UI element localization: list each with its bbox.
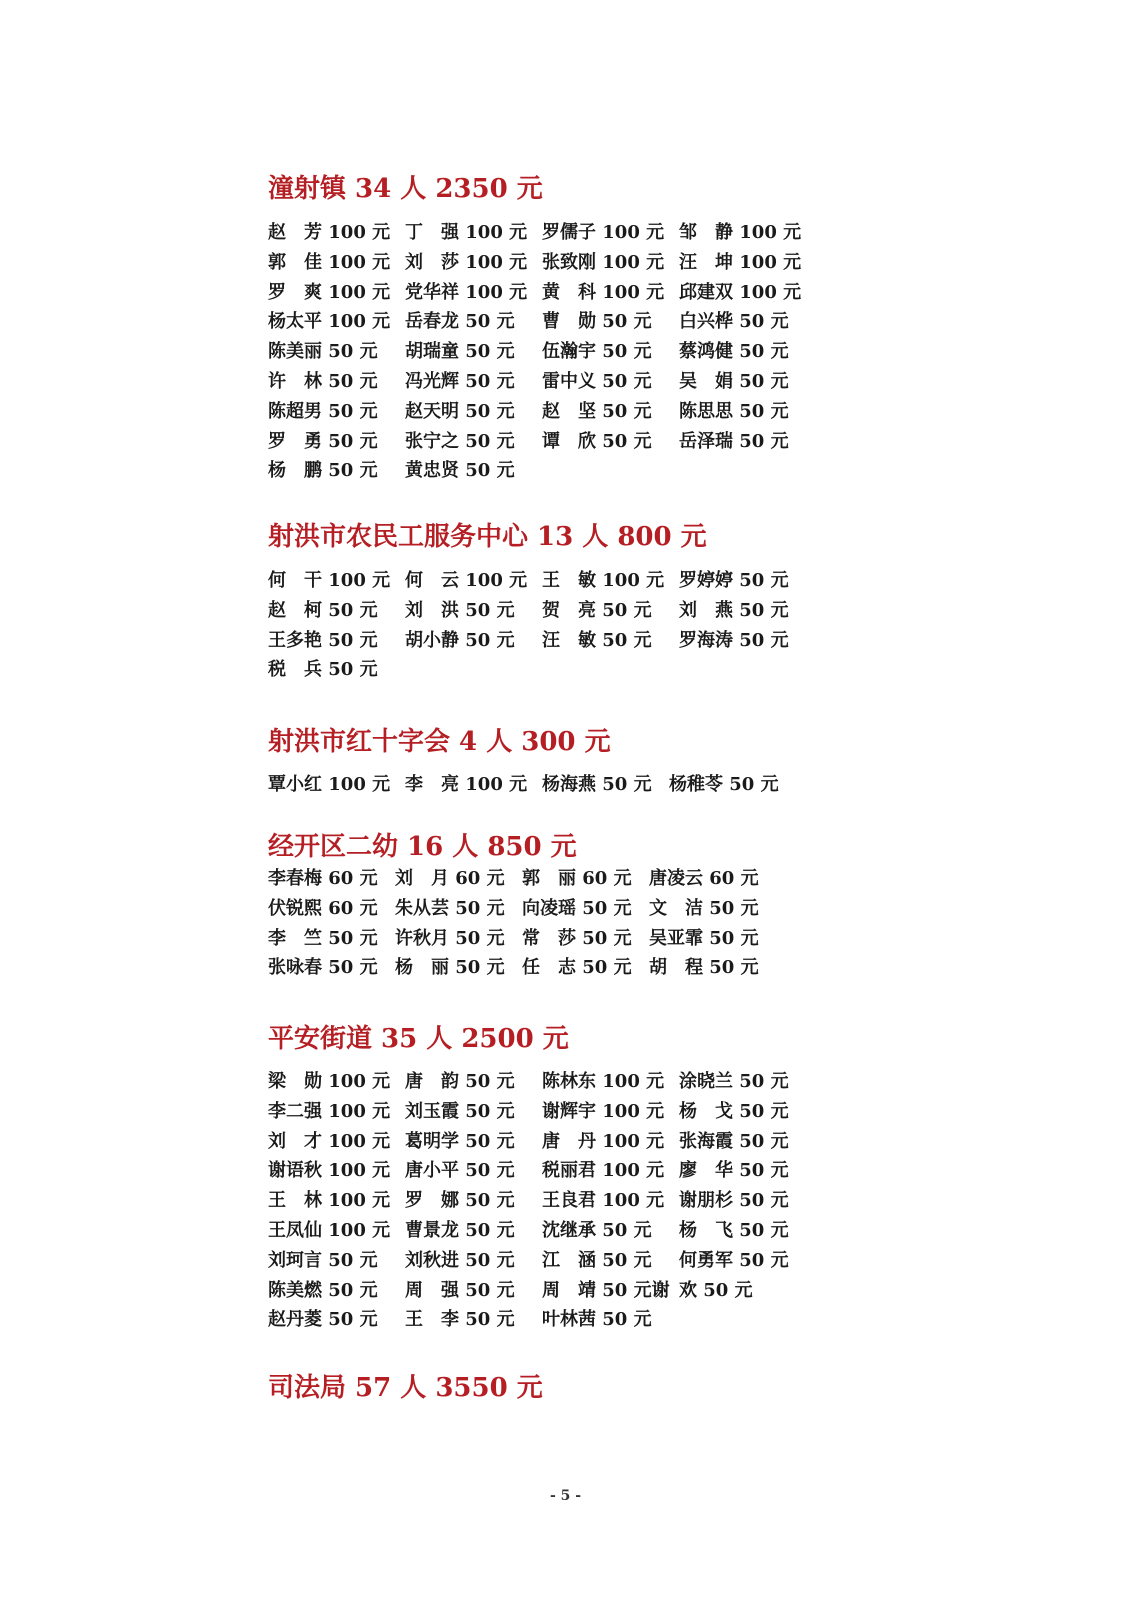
donor-entry: 赵 坚 50 元 <box>542 400 652 422</box>
donor-entry: 廖 华 50 元 <box>679 1160 789 1182</box>
donor-entry: 沈继承 50 元 <box>542 1219 652 1241</box>
donor-entry: 陈林东 100 元 <box>542 1071 665 1092</box>
donor-entry: 胡 程 50 元 <box>649 957 759 979</box>
donor-entry: 郭 丽 60 元 <box>522 868 632 889</box>
donor-row <box>268 870 848 900</box>
donor-entry: 税丽君 100 元 <box>542 1160 665 1182</box>
donor-entry: 周 强 50 元 <box>405 1279 515 1301</box>
donor-grid <box>268 224 848 492</box>
donor-entry: 胡瑞童 50 元 <box>405 341 515 363</box>
donor-entry: 杨 戈 50 元 <box>679 1100 789 1122</box>
donor-entry: 唐小平 50 元 <box>405 1160 515 1182</box>
donor-entry: 谢辉宇 100 元 <box>542 1100 665 1122</box>
donor-entry: 税 兵 50 元 <box>268 659 378 681</box>
donor-entry: 罗婷婷 50 元 <box>679 570 789 591</box>
donor-row <box>268 661 848 691</box>
donor-entry: 陈思思 50 元 <box>679 400 789 422</box>
donor-entry: 冯光辉 50 元 <box>405 370 515 392</box>
donor-row <box>268 224 848 254</box>
donor-row <box>268 1219 848 1252</box>
donor-entry: 周 靖 50 元谢 <box>542 1279 670 1301</box>
donor-row <box>268 462 848 492</box>
donor-entry: 吴 娟 50 元 <box>679 370 789 392</box>
donor-entry: 杨稚苓 50 元 <box>669 774 779 795</box>
donor-entry: 丁 强 100 元 <box>405 222 528 243</box>
donor-entry: 李 竺 50 元 <box>268 927 378 949</box>
donor-entry: 陈超男 50 元 <box>268 400 378 422</box>
section-title: 平安街道 35 人 2500 元 <box>268 1024 569 1054</box>
donor-entry: 许 林 50 元 <box>268 370 378 392</box>
donor-grid <box>268 1073 848 1341</box>
donor-row <box>268 599 848 632</box>
donor-entry: 贺 亮 50 元 <box>542 599 652 621</box>
donor-entry: 赵 柯 50 元 <box>268 599 378 621</box>
donor-entry: 张致刚 100 元 <box>542 251 665 273</box>
donor-entry: 邹 静 100 元 <box>679 222 802 243</box>
donor-entry: 刘 洪 50 元 <box>405 599 515 621</box>
donor-entry: 何 干 100 元 <box>268 570 391 591</box>
section-title: 经开区二幼 16 人 850 元 <box>268 832 577 862</box>
donor-entry: 黄 科 100 元 <box>542 281 665 303</box>
donor-row <box>268 572 848 602</box>
donor-row <box>268 959 848 989</box>
donor-row <box>268 1100 848 1133</box>
donor-entry: 向凌瑶 50 元 <box>522 897 632 919</box>
donor-entry: 杨太平 100 元 <box>268 311 391 333</box>
donor-entry: 罗 勇 50 元 <box>268 430 378 452</box>
donor-entry: 伏锐熙 60 元 <box>268 897 378 919</box>
section-title: 潼射镇 34 人 2350 元 <box>268 174 543 204</box>
donor-entry: 张咏春 50 元 <box>268 957 378 979</box>
donor-entry: 刘 月 60 元 <box>395 868 505 889</box>
donor-entry: 谭 欣 50 元 <box>542 430 652 452</box>
donor-row <box>268 1249 848 1282</box>
donor-entry: 杨 飞 50 元 <box>679 1219 789 1241</box>
donor-entry: 岳春龙 50 元 <box>405 311 515 333</box>
donor-row <box>268 629 848 662</box>
donor-entry: 李春梅 60 元 <box>268 868 378 889</box>
donor-entry: 王凤仙 100 元 <box>268 1219 391 1241</box>
donor-entry: 汪 敏 50 元 <box>542 629 652 651</box>
donor-row <box>268 400 848 433</box>
donor-entry: 张宁之 50 元 <box>405 430 515 452</box>
donor-row <box>268 1073 848 1103</box>
donor-row <box>268 897 848 930</box>
donor-entry: 赵天明 50 元 <box>405 400 515 422</box>
donor-entry: 蔡鸿健 50 元 <box>679 341 789 363</box>
donor-entry: 陈美燃 50 元 <box>268 1279 378 1301</box>
donor-grid <box>268 572 848 691</box>
donor-entry: 陈美丽 50 元 <box>268 341 378 363</box>
donor-entry: 赵丹菱 50 元 <box>268 1309 378 1331</box>
donor-entry: 王多艳 50 元 <box>268 629 378 651</box>
donor-entry: 刘珂言 50 元 <box>268 1249 378 1271</box>
donor-row <box>268 430 848 463</box>
donor-entry: 罗 娜 50 元 <box>405 1190 515 1212</box>
donor-entry: 许秋月 50 元 <box>395 927 505 949</box>
donor-entry: 李二强 100 元 <box>268 1100 391 1122</box>
donor-entry: 葛明学 50 元 <box>405 1130 515 1152</box>
donor-entry: 汪 坤 100 元 <box>679 251 802 273</box>
donor-entry: 胡小静 50 元 <box>405 629 515 651</box>
donor-row <box>268 1311 848 1341</box>
donor-entry: 岳泽瑞 50 元 <box>679 430 789 452</box>
donor-entry: 吴亚霏 50 元 <box>649 927 759 949</box>
donor-grid <box>268 870 848 989</box>
donor-entry: 罗儒子 100 元 <box>542 222 665 243</box>
donor-entry: 曹 勋 50 元 <box>542 311 652 333</box>
donor-entry: 谢语秋 100 元 <box>268 1160 391 1182</box>
donor-row <box>268 1279 848 1312</box>
donor-entry: 梁 勋 100 元 <box>268 1071 391 1092</box>
donor-entry: 杨海燕 50 元 <box>542 774 652 795</box>
donor-entry: 刘 才 100 元 <box>268 1130 391 1152</box>
donor-entry: 叶林茜 50 元 <box>542 1309 652 1331</box>
donor-entry: 党华祥 100 元 <box>405 281 528 303</box>
donor-entry: 刘秋进 50 元 <box>405 1249 515 1271</box>
donor-row <box>268 776 848 806</box>
section-title: 射洪市红十字会 4 人 300 元 <box>268 727 611 757</box>
donor-entry: 何勇军 50 元 <box>679 1249 789 1271</box>
donor-entry: 常 莎 50 元 <box>522 927 632 949</box>
donor-entry: 白兴桦 50 元 <box>679 311 789 333</box>
donor-row <box>268 1162 848 1192</box>
donor-entry: 邱建双 100 元 <box>679 281 802 303</box>
donor-row <box>268 1192 848 1222</box>
donor-entry: 欢 50 元 <box>679 1279 753 1301</box>
donor-row <box>268 343 848 373</box>
donor-entry: 朱从芸 50 元 <box>395 897 505 919</box>
donor-row <box>268 1130 848 1163</box>
donor-entry: 黄忠贤 50 元 <box>405 460 515 482</box>
donor-entry: 王 林 100 元 <box>268 1190 391 1212</box>
donor-entry: 刘 燕 50 元 <box>679 599 789 621</box>
donor-entry: 谢朋杉 50 元 <box>679 1190 789 1212</box>
donor-entry: 王良君 100 元 <box>542 1190 665 1212</box>
donor-row <box>268 927 848 960</box>
donor-entry: 涂晓兰 50 元 <box>679 1071 789 1092</box>
donor-row <box>268 313 848 343</box>
donor-entry: 伍瀚宇 50 元 <box>542 341 652 363</box>
donor-entry: 唐 韵 50 元 <box>405 1071 515 1092</box>
donor-entry: 罗 爽 100 元 <box>268 281 391 303</box>
donor-entry: 刘玉霞 50 元 <box>405 1100 515 1122</box>
donor-entry: 王 敏 100 元 <box>542 570 665 591</box>
donor-entry: 任 志 50 元 <box>522 957 632 979</box>
section-title: 司法局 57 人 3550 元 <box>268 1373 543 1403</box>
donor-row <box>268 251 848 284</box>
donor-entry: 覃小红 100 元 <box>268 774 391 795</box>
donor-entry: 唐凌云 60 元 <box>649 868 759 889</box>
donor-entry: 杨 鹏 50 元 <box>268 460 378 482</box>
donor-entry: 文 洁 50 元 <box>649 897 759 919</box>
donor-row <box>268 370 848 403</box>
donor-entry: 杨 丽 50 元 <box>395 957 505 979</box>
section-title: 射洪市农民工服务中心 13 人 800 元 <box>268 522 707 552</box>
donor-entry: 郭 佳 100 元 <box>268 251 391 273</box>
donor-entry: 何 云 100 元 <box>405 570 528 591</box>
donor-entry: 赵 芳 100 元 <box>268 222 391 243</box>
donor-entry: 罗海涛 50 元 <box>679 629 789 651</box>
donor-entry: 雷中义 50 元 <box>542 370 652 392</box>
donor-entry: 王 李 50 元 <box>405 1309 515 1331</box>
donor-grid <box>268 776 848 806</box>
donor-entry: 江 涵 50 元 <box>542 1249 652 1271</box>
donor-entry: 刘 莎 100 元 <box>405 251 528 273</box>
donor-entry: 曹景龙 50 元 <box>405 1219 515 1241</box>
donor-entry: 张海霞 50 元 <box>679 1130 789 1152</box>
donor-entry: 李 亮 100 元 <box>405 774 528 795</box>
page-number: - 5 - <box>549 1488 582 1504</box>
donor-entry: 唐 丹 100 元 <box>542 1130 665 1152</box>
donor-row <box>268 281 848 314</box>
